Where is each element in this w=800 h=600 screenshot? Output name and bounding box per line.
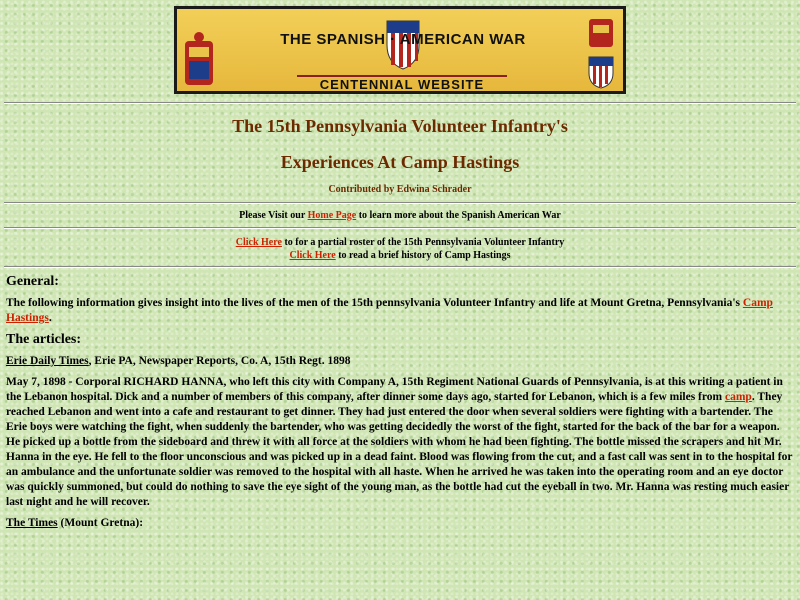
divider: [4, 202, 796, 204]
camp-link[interactable]: camp: [725, 391, 752, 403]
page-title: The 15th Pennsylvania Volunteer Infantry's: [232, 116, 568, 136]
erie-source-rest: , Erie PA, Newspaper Reports, Co. A, 15th Regt. 1898: [88, 355, 351, 367]
source-line-times: [6, 516, 794, 531]
contributor-credit: Contributed by Edwina Schrader: [328, 184, 472, 195]
roster-text: to for a partial roster of the 15th Pennsylvania Volunteer Infantry: [281, 237, 565, 248]
history-line: [0, 249, 800, 262]
roster-link[interactable]: Click Here: [235, 237, 282, 248]
history-text: to read a brief history of Camp Hastings: [335, 250, 511, 261]
banner-title-top: THE SPANISH · AMERICAN WAR: [280, 31, 526, 48]
centennial-banner[interactable]: [174, 6, 626, 94]
source-line-erie: [6, 354, 794, 369]
roster-line: [0, 233, 800, 249]
general-text-end: .: [48, 312, 52, 324]
spanish-crest-small-icon: [585, 13, 617, 49]
general-heading: General:: [6, 274, 59, 289]
erie-daily-times-name: Erie Daily Times: [6, 355, 89, 367]
articles-heading: The articles:: [6, 332, 82, 347]
article-text-cont: . They reached Lebanon and went into a cafe and restaurant to get dinner. They had just entered the door when several soldiers were fighting with a bartender. The Erie boys were watching the fight, when suddenly the bartender, who was getting decidedly the worst of the fight, started for the back of the bar for a weapon. He picked up a bottle from the sideboard and threw it with all force at the soldiers with whom he had been fighting. The bottle missed the scrapers and hit Mr. Hanna in the eye. He fell to the floor unconscious and was picked up in a dead faint. Blood was flowing from the cut, and a fast call was sent in to the hospital for an ambulance and the unfortunate soldier was removed to the hospital with all haste. When he arrived he was taken into the operating room and an eye doctor was quickly summoned, but could do nothing to save the eye sight of the young man, as the bottle had cut the eyeball in two. Mr. Hanna was resting much easier last night and he will recover.: [6, 391, 793, 508]
banner-container: [0, 0, 800, 98]
visit-prefix: Please Visit our: [239, 210, 308, 221]
article-paragraph: [6, 375, 794, 510]
times-source-rest: (Mount Gretna):: [57, 517, 144, 529]
general-text: The following information gives insight into the lives of the men of the 15th pennsylvania Volunteer Infantry and life at Mount Gretna, Pennsylvania's: [6, 297, 743, 309]
article-text: May 7, 1898 - Corporal RICHARD HANNA, who left this city with Company A, 15th Regiment National Guards of Pennsylvania, is at this writing a patient in the Lebanon hospital. Dick and a number of members of this company, after dinner some days ago, started for Lebanon, which is a few miles from: [6, 376, 783, 403]
spanish-crest-icon: [181, 31, 217, 91]
general-paragraph: [6, 296, 794, 326]
divider: [4, 266, 796, 268]
the-times-name: The Times: [6, 517, 58, 529]
visit-home-line: [0, 208, 800, 223]
home-page-link[interactable]: Home Page: [307, 210, 357, 221]
us-crest-small-icon: [587, 53, 615, 89]
divider: [4, 102, 796, 104]
camp-hastings-link[interactable]: Camp Hastings: [6, 297, 773, 324]
history-link[interactable]: Click Here: [289, 250, 336, 261]
page-subtitle: Experiences At Camp Hastings: [280, 152, 520, 172]
visit-suffix: to learn more about the Spanish American War: [356, 210, 561, 221]
divider: [4, 227, 796, 229]
banner-title-bottom: CENTENNIAL WEBSITE: [297, 75, 507, 92]
